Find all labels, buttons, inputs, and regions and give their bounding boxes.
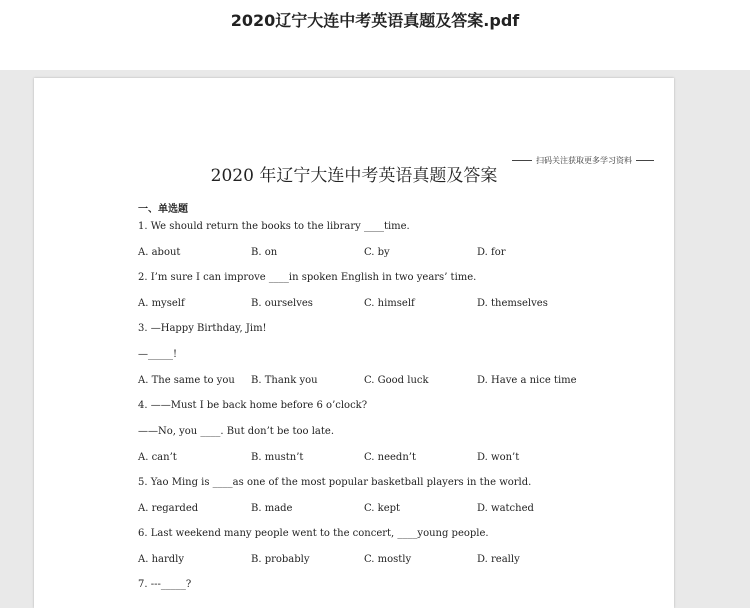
question-4-stem: 4. ——Must I be back home before 6 o’clock? <box>138 400 368 411</box>
option-c: C. mostly <box>364 554 412 565</box>
option-d: D. themselves <box>477 298 548 309</box>
option-b: B. mustn’t <box>251 452 304 463</box>
option-b: B. ourselves <box>251 298 313 309</box>
file-title: 2020辽宁大连中考英语真题及答案.pdf <box>230 11 520 30</box>
question-3-stem: 3. —Happy Birthday, Jim! <box>138 323 267 334</box>
option-c: C. needn’t <box>364 452 416 463</box>
document-page <box>34 78 674 608</box>
option-d: D. won’t <box>477 452 520 463</box>
option-a: A. myself <box>138 298 185 309</box>
question-3-options <box>138 375 618 389</box>
option-a: A. regarded <box>138 503 199 514</box>
option-a: A. The same to you <box>138 375 235 386</box>
document-title: 2020 年辽宁大连中考英语真题及答案 <box>210 166 498 186</box>
option-b: B. probably <box>251 554 310 565</box>
question-5-options <box>138 503 618 517</box>
question-1-stem: 1. We should return the books to the library ____time. <box>138 221 410 232</box>
question-7-stem: 7. ---_____? <box>138 579 192 590</box>
option-b: B. made <box>251 503 293 514</box>
viewer-header <box>0 0 750 70</box>
option-d: D. watched <box>477 503 534 514</box>
question-2-options <box>138 298 618 312</box>
option-a: A. can’t <box>138 452 177 463</box>
option-d: D. for <box>477 247 506 258</box>
question-4-options <box>138 452 618 466</box>
option-d: D. Have a nice time <box>477 375 577 386</box>
option-c: C. Good luck <box>364 375 429 386</box>
question-1-options <box>138 247 618 261</box>
option-b: B. on <box>251 247 278 258</box>
question-5-stem: 5. Yao Ming is ____as one of the most popular basketball players in the world. <box>138 477 532 488</box>
option-a: A. about <box>138 247 181 258</box>
question-2-stem: 2. I’m sure I can improve ____in spoken English in two years’ time. <box>138 272 477 283</box>
option-b: B. Thank you <box>251 375 318 386</box>
option-d: D. really <box>477 554 520 565</box>
question-6-stem: 6. Last weekend many people went to the concert, ____young people. <box>138 528 489 539</box>
option-c: C. kept <box>364 503 401 514</box>
question-3-reply: —_____! <box>138 349 178 360</box>
watermark-text: 扫码关注获取更多学习资料 <box>536 155 632 165</box>
question-4-reply: ——No, you ____. But don’t be too late. <box>138 426 335 437</box>
question-6-options <box>138 554 618 568</box>
section-heading: 一、单选题 <box>138 204 188 215</box>
option-c: C. by <box>364 247 390 258</box>
option-c: C. himself <box>364 298 415 309</box>
option-a: A. hardly <box>138 554 185 565</box>
